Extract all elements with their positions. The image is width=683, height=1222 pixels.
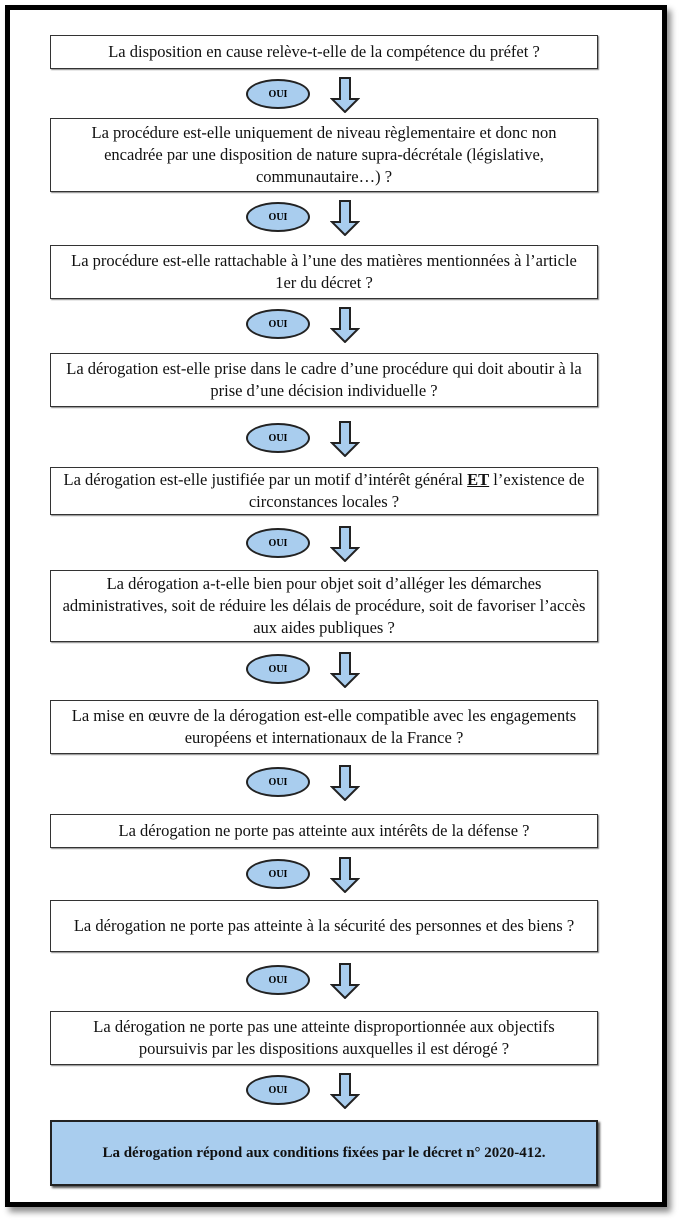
- down-arrow-icon: [330, 765, 360, 801]
- down-arrow-icon: [330, 526, 360, 562]
- yes-step: [0, 857, 683, 891]
- down-arrow-icon: [330, 1073, 360, 1109]
- yes-step: [0, 200, 683, 234]
- yes-oval: OUI: [246, 202, 310, 232]
- yes-step: [0, 526, 683, 560]
- question-text-part: La dérogation est-elle justifiée par un motif d’intérêt général: [63, 470, 468, 489]
- question-text: La mise en œuvre de la dérogation est-elle compatible avec les engagements européens et internationaux de la France ?: [71, 706, 577, 747]
- yes-oval: OUI: [246, 859, 310, 889]
- yes-step: [0, 421, 683, 455]
- yes-step: [0, 307, 683, 341]
- yes-oval: OUI: [246, 965, 310, 995]
- conclusion-box: [50, 1120, 598, 1186]
- yes-oval: OUI: [246, 309, 310, 339]
- conclusion-text: La dérogation répond aux conditions fixées par le décret n° 2020-412.: [102, 1145, 546, 1161]
- question-box-1: [50, 35, 598, 69]
- yes-step: [0, 1073, 683, 1107]
- yes-oval: OUI: [246, 79, 310, 109]
- down-arrow-icon: [330, 963, 360, 999]
- question-text: La disposition en cause relève-t-elle de la compétence du préfet ?: [108, 42, 540, 61]
- yes-step: [0, 652, 683, 686]
- question-box-10: [50, 1011, 598, 1065]
- yes-oval: OUI: [246, 767, 310, 797]
- question-text: La procédure est-elle rattachable à l’une des matières mentionnées à l’article 1er du décret ?: [71, 251, 577, 292]
- question-box-7: [50, 700, 598, 754]
- question-text: [61, 469, 587, 513]
- question-text: La dérogation ne porte pas atteinte à la sécurité des personnes et des biens ?: [73, 916, 575, 935]
- question-box-6: [50, 570, 598, 642]
- yes-step: [0, 963, 683, 997]
- question-box-5: [50, 467, 598, 515]
- down-arrow-icon: [330, 307, 360, 343]
- yes-oval: OUI: [246, 423, 310, 453]
- down-arrow-icon: [330, 652, 360, 688]
- yes-oval: OUI: [246, 654, 310, 684]
- down-arrow-icon: [330, 77, 360, 113]
- question-box-3: [50, 245, 598, 299]
- yes-step: [0, 77, 683, 111]
- question-box-4: [50, 353, 598, 407]
- down-arrow-icon: [330, 421, 360, 457]
- yes-oval: OUI: [246, 1075, 310, 1105]
- question-box-2: [50, 118, 598, 192]
- question-box-8: [50, 814, 598, 848]
- down-arrow-icon: [330, 200, 360, 236]
- question-text: La dérogation a-t-elle bien pour objet soit d’alléger les démarches administratives, soit de réduire les délais de procédure, soit de favoriser l’accès aux aides publiques ?: [62, 574, 586, 637]
- question-text: La dérogation ne porte pas atteinte aux intérêts de la défense ?: [118, 821, 530, 840]
- emphasis-et: ET: [467, 470, 490, 489]
- down-arrow-icon: [330, 857, 360, 893]
- yes-oval: OUI: [246, 528, 310, 558]
- question-text-part: l’existence de circonstances locales ?: [248, 470, 585, 511]
- yes-step: [0, 765, 683, 799]
- question-text: La procédure est-elle uniquement de niveau règlementaire et donc non encadrée par une disposition de nature supra-décrétale (législative, communautaire…) ?: [91, 123, 557, 186]
- question-text: La dérogation ne porte pas une atteinte disproportionnée aux objectifs poursuivis par les dispositions auxquelles il est dérogé ?: [93, 1017, 555, 1058]
- question-text: La dérogation est-elle prise dans le cadre d’une procédure qui doit aboutir à la prise d’une décision individuelle ?: [66, 359, 582, 400]
- question-box-9: [50, 900, 598, 952]
